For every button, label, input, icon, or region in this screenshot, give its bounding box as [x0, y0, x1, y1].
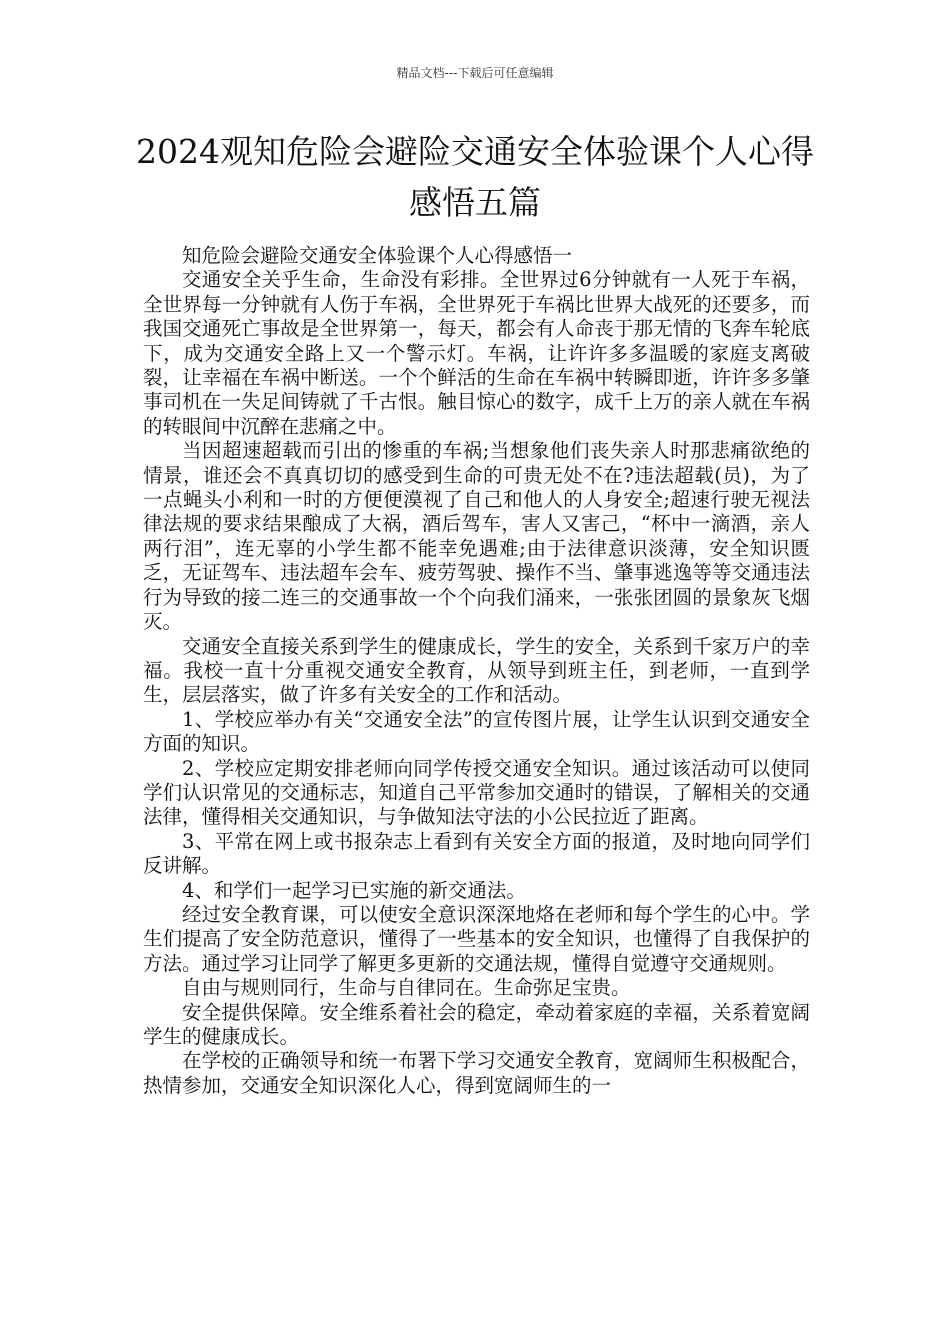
document-body [143, 244, 810, 1098]
document-title: 2024观知危险会避险交通安全体验课个人心得感悟五篇 [136, 132, 814, 222]
body-paragraph-1: 交通安全关乎生命，生命没有彩排。全世界过6分钟就有一人死于车祸，全世界每一分钟就有人伤于车祸，全世界死于车祸比世界大战死的还要多，而我国交通死亡事故是全世界第一，每天，都会有人命丧于那无情的飞奔车轮底下，成为交通安全路上又一个警示灯。车祸，让许许多多温暖的家庭支离破裂，让幸福在车祸中断送。一个个鲜活的生命在车祸中转瞬即逝，许许多多肇事司机在一失足间铸就了千古恨。触目惊心的数字，成千上万的亲人就在车祸的转眼间中沉醉在悲痛之中。 [143, 268, 810, 438]
page-header-note: 精品文档---下载后可任意编辑 [396, 66, 554, 80]
body-paragraph-10: 安全提供保障。安全维系着社会的稳定，牵动着家庭的幸福，关系着宽阔学生的健康成长。 [143, 1000, 810, 1048]
body-paragraph-7: 4、和学们一起学习已实施的新交通法。 [182, 878, 526, 902]
body-paragraph-3: 交通安全直接关系到学生的健康成长，学生的安全，关系到千家万户的幸福。我校一直十分重视交通安全教育，从领导到班主任，到老师，一直到学生，层层落实，做了许多有关安全的工作和活动。 [143, 634, 810, 707]
body-paragraph-6: 3、平常在网上或书报杂志上看到有关安全方面的报道，及时地向同学们反讲解。 [143, 829, 810, 878]
body-paragraph-8: 经过安全教育课，可以使安全意识深深地烙在老师和每个学生的心中。学生们提高了安全防范意识，懂得了一些基本的安全知识，也懂得了自我保护的方法。通过学习让同学了解更多更新的交通法规，懂得自觉遵守交通规则。 [143, 902, 810, 975]
body-paragraph-4: 1、学校应举办有关“交通安全法”的宣传图片展，让学生认识到交通安全方面的知识。 [143, 707, 810, 756]
section-subtitle: 知危险会避险交通安全体验课个人心得感悟一 [182, 244, 573, 267]
body-paragraph-2: 当因超速超载而引出的惨重的车祸;当想象他们丧失亲人时那悲痛欲绝的情景，谁还会不真真切切的感受到生命的可贵无处不在?违法超载(员)，为了一点蝇头小利和一时的方便便漠视了自己和他人的人身安全;超速行驶无视法律法规的要求结果酿成了大祸，酒后驾车，害人又害己，“杯中一滴酒，亲人两行泪”，连无辜的小学生都不能幸免遇难;由于法律意识淡薄，安全知识匮乏，无证驾车、违法超车会车、疲劳驾驶、操作不当、肇事逃逸等等交通违法行为导致的接二连三的交通事故一个个向我们涌来，一张张团圆的景象灰飞烟灭。 [143, 439, 810, 634]
body-paragraph-11: 在学校的正确领导和统一布署下学习交通安全教育，宽阔师生积极配合，热情参加，交通安全知识深化人心，得到宽阔师生的一 [143, 1049, 810, 1097]
body-paragraph-9: 自由与规则同行，生命与自律同在。生命弥足宝贵。 [182, 976, 631, 1000]
body-paragraph-5: 2、学校应定期安排老师向同学传授交通安全知识。通过该活动可以使同学们认识常见的交通标志，知道自己平常参加交通时的错误，了解相关的交通法律，懂得相关交通知识，与争做知法守法的小公民拉近了距离。 [143, 756, 810, 829]
